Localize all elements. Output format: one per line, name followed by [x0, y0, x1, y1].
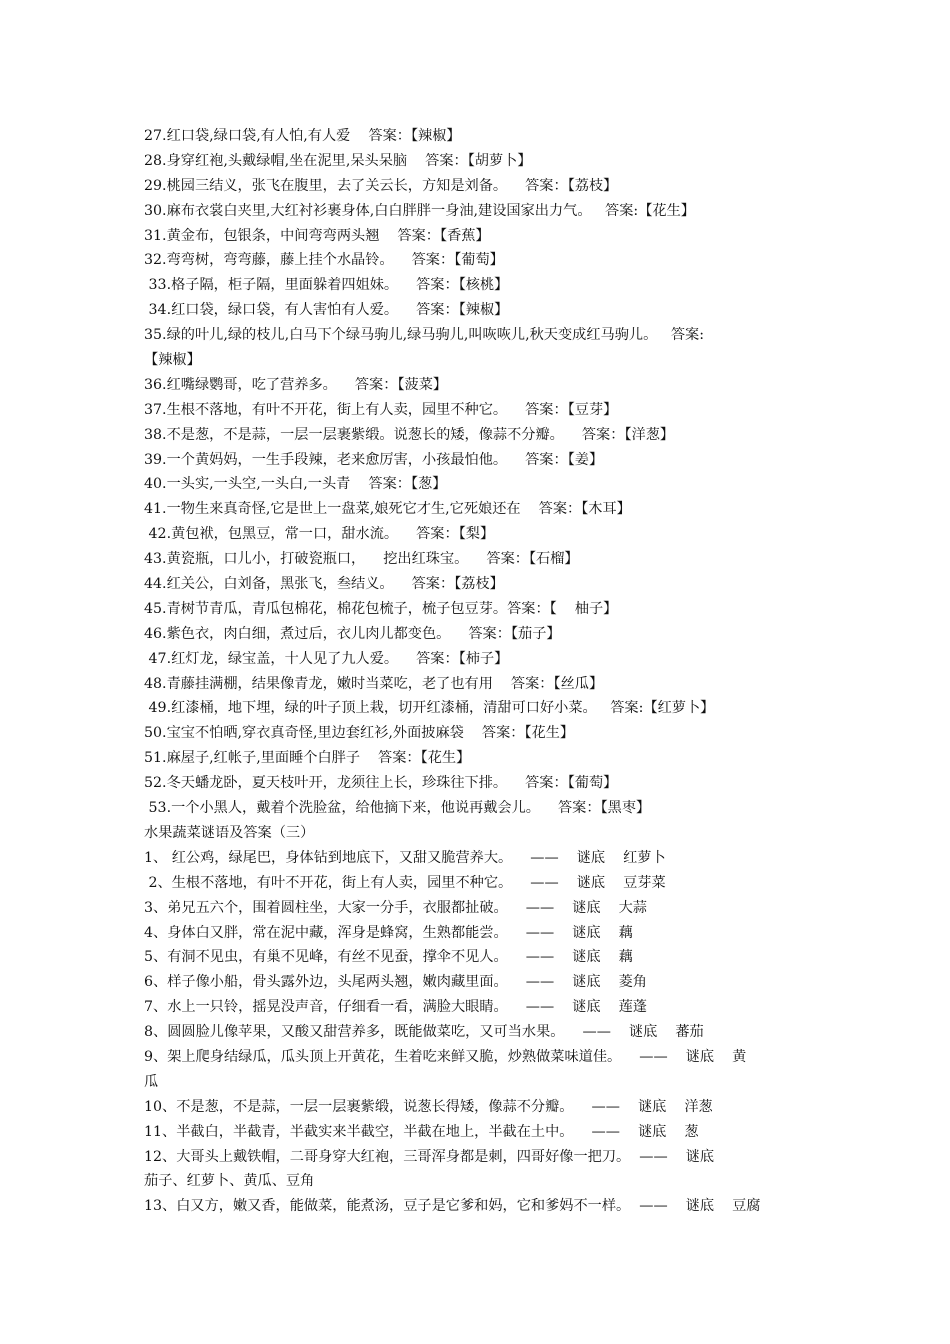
- riddle-line-51: 51.麻屋子,红帐子,里面睡个白胖子 答案：【花生】: [144, 750, 471, 767]
- riddle-line-s3-7: 7、水上一只铃，摇晃没声音，仔细看一看，满脸大眼睛。 —— 谜底 莲蓬: [144, 999, 647, 1016]
- riddle-line-s3-2: 2、生根不落地，有叶不开花，街上有人卖，园里不种它。 —— 谜底 豆芽菜: [144, 874, 666, 891]
- riddle-line-38: 38.不是葱，不是蒜，一层一层裹紫缎。说葱长的矮，像蒜不分瓣。 答案：【洋葱】: [144, 426, 675, 443]
- riddle-line-46: 46.紫色衣，肉白细，煮过后，衣儿肉儿都变色。 答案：【茄子】: [144, 625, 561, 642]
- riddle-line-s3-6: 6、样子像小船，骨头露外边，头尾两头翘，嫩肉藏里面。 —— 谜底 菱角: [144, 974, 647, 991]
- riddle-line-33: 33.格子隔，柜子隔，里面躲着四姐妹。 答案：【核桃】: [144, 277, 509, 294]
- riddle-line-35: 35.绿的叶儿,绿的枝儿,白马下个绿马驹儿,绿马驹儿,叫咴咴儿,秋天变成红马驹儿。 答案:: [144, 327, 704, 344]
- riddle-line-s3-12-continued: 茄子、红萝卜、黄瓜、豆角: [144, 1173, 315, 1190]
- document-body: [144, 124, 830, 1219]
- riddle-line-27: 27.红口袋,绿口袋,有人怕,有人爱 答案：【辣椒】: [144, 128, 461, 144]
- riddle-line-s3-1: 1、 红公鸡，绿尾巴，身体钻到地底下，又甜又脆营养大。 —— 谜底 红萝卜: [144, 849, 666, 866]
- section-heading: 水果蔬菜谜语及答案（三）: [144, 824, 315, 841]
- riddle-line-53: 53.一个小黑人，戴着个洗脸盆，给他摘下来，他说再戴会儿。 答案：【黑枣】: [144, 800, 651, 817]
- riddle-line-41: 41.一物生来真奇怪,它是世上一盘菜,娘死它才生,它死娘还在 答案：【木耳】: [144, 501, 631, 518]
- riddle-line-35-continued: 【辣椒】: [144, 352, 201, 369]
- riddle-line-44: 44.红关公，白刘备，黑张飞，叁结义。 答案：【荔枝】: [144, 576, 504, 593]
- riddle-line-36: 36.红嘴绿鹦哥，吃了营养多。 答案：【菠菜】: [144, 376, 448, 393]
- riddle-line-s3-12: 12、大哥头上戴铁帽，二哥身穿大红袍，三哥浑身都是刺，四哥好像一把刀。 —— 谜底: [144, 1148, 715, 1165]
- riddle-line-31: 31.黄金布，包银条，中间弯弯两头翘 答案：【香蕉】: [144, 227, 490, 244]
- riddle-line-s3-13: 13、白又方，嫩又香，能做菜，能煮汤，豆子是它爹和妈，它和爹妈不一样。 —— 谜底 豆腐: [144, 1198, 761, 1215]
- riddle-line-s3-5: 5、有洞不见虫，有巢不见峰，有丝不见蚕，撑伞不见人。 —— 谜底 藕: [144, 949, 633, 966]
- riddle-line-28: 28.身穿红袍,头戴绿帽,坐在泥里,呆头呆脑 答案：【胡萝卜】: [144, 152, 532, 169]
- riddle-line-s3-10: 10、不是葱，不是蒜，一层一层裹紫缎，说葱长得矮，像蒜不分瓣。 —— 谜底 洋葱: [144, 1098, 713, 1115]
- riddle-line-45: 45.青树节青瓜，青瓜包棉花，棉花包梳子，梳子包豆芽。答案：【 柚子】: [144, 600, 618, 617]
- riddle-line-49: 49.红漆桶，地下埋，绿的叶子顶上栽，切开红漆桶，清甜可口好小菜。 答案:【红萝卜】: [144, 700, 715, 717]
- riddle-line-52: 52.冬天蟠龙卧，夏天枝叶开，龙须往上长，珍珠往下排。 答案：【葡萄】: [144, 775, 618, 792]
- riddle-line-30: 30.麻布衣裳白夹里,大红衬衫裹身体,白白胖胖一身油,建设国家出力气。 答案:【花生】: [144, 202, 695, 219]
- riddle-line-32: 32.弯弯树，弯弯藤，藤上挂个水晶铃。 答案：【葡萄】: [144, 252, 504, 269]
- riddle-line-29: 29.桃园三结义，张飞在腹里，去了关云长，方知是刘备。 答案：【荔枝】: [144, 177, 618, 194]
- riddle-line-37: 37.生根不落地，有叶不开花，街上有人卖，园里不种它。 答案：【豆芽】: [144, 401, 618, 418]
- riddle-line-s3-9-continued: 瓜: [144, 1073, 159, 1090]
- riddle-line-s3-9: 9、架上爬身结绿瓜，瓜头顶上开黄花，生着吃来鲜又脆，炒熟做菜味道佳。 —— 谜底 黄: [144, 1048, 747, 1065]
- riddle-line-s3-4: 4、身体白又胖，常在泥中藏，浑身是蜂窝，生熟都能尝。 —— 谜底 藕: [144, 924, 633, 941]
- riddle-line-s3-11: 11、半截白，半截青，半截实来半截空，半截在地上，半截在土中。 —— 谜底 葱: [144, 1123, 699, 1140]
- riddle-line-48: 48.青藤挂满棚，结果像青龙，嫩时当菜吃，老了也有用 答案：【丝瓜】: [144, 675, 604, 692]
- riddle-line-50: 50.宝宝不怕晒,穿衣真奇怪,里边套红衫,外面披麻袋 答案：【花生】: [144, 725, 575, 742]
- riddle-line-s3-8: 8、圆圆脸儿像苹果，又酸又甜营养多，既能做菜吃，又可当水果。 —— 谜底 蕃茄: [144, 1024, 704, 1041]
- riddle-line-s3-3: 3、弟兄五六个，围着圆柱坐，大家一分手，衣服都扯破。 —— 谜底 大蒜: [144, 899, 647, 916]
- riddle-line-39: 39.一个黄妈妈，一生手段辣，老来愈厉害，小孩最怕他。 答案：【姜】: [144, 451, 604, 468]
- riddle-line-34: 34.红口袋，绿口袋，有人害怕有人爱。 答案：【辣椒】: [144, 302, 509, 319]
- riddle-line-47: 47.红灯龙，绿宝盖，十人见了九人爱。 答案：【柿子】: [144, 650, 509, 667]
- riddle-line-43: 43.黄瓷瓶，口儿小，打破瓷瓶口， 挖出红珠宝。 答案：【石榴】: [144, 551, 579, 568]
- riddle-line-42: 42.黄包袱，包黑豆，常一口，甜水流。 答案：【梨】: [144, 526, 495, 543]
- riddle-line-40: 40.一头实,一头空,一头白,一头青 答案：【葱】: [144, 476, 447, 493]
